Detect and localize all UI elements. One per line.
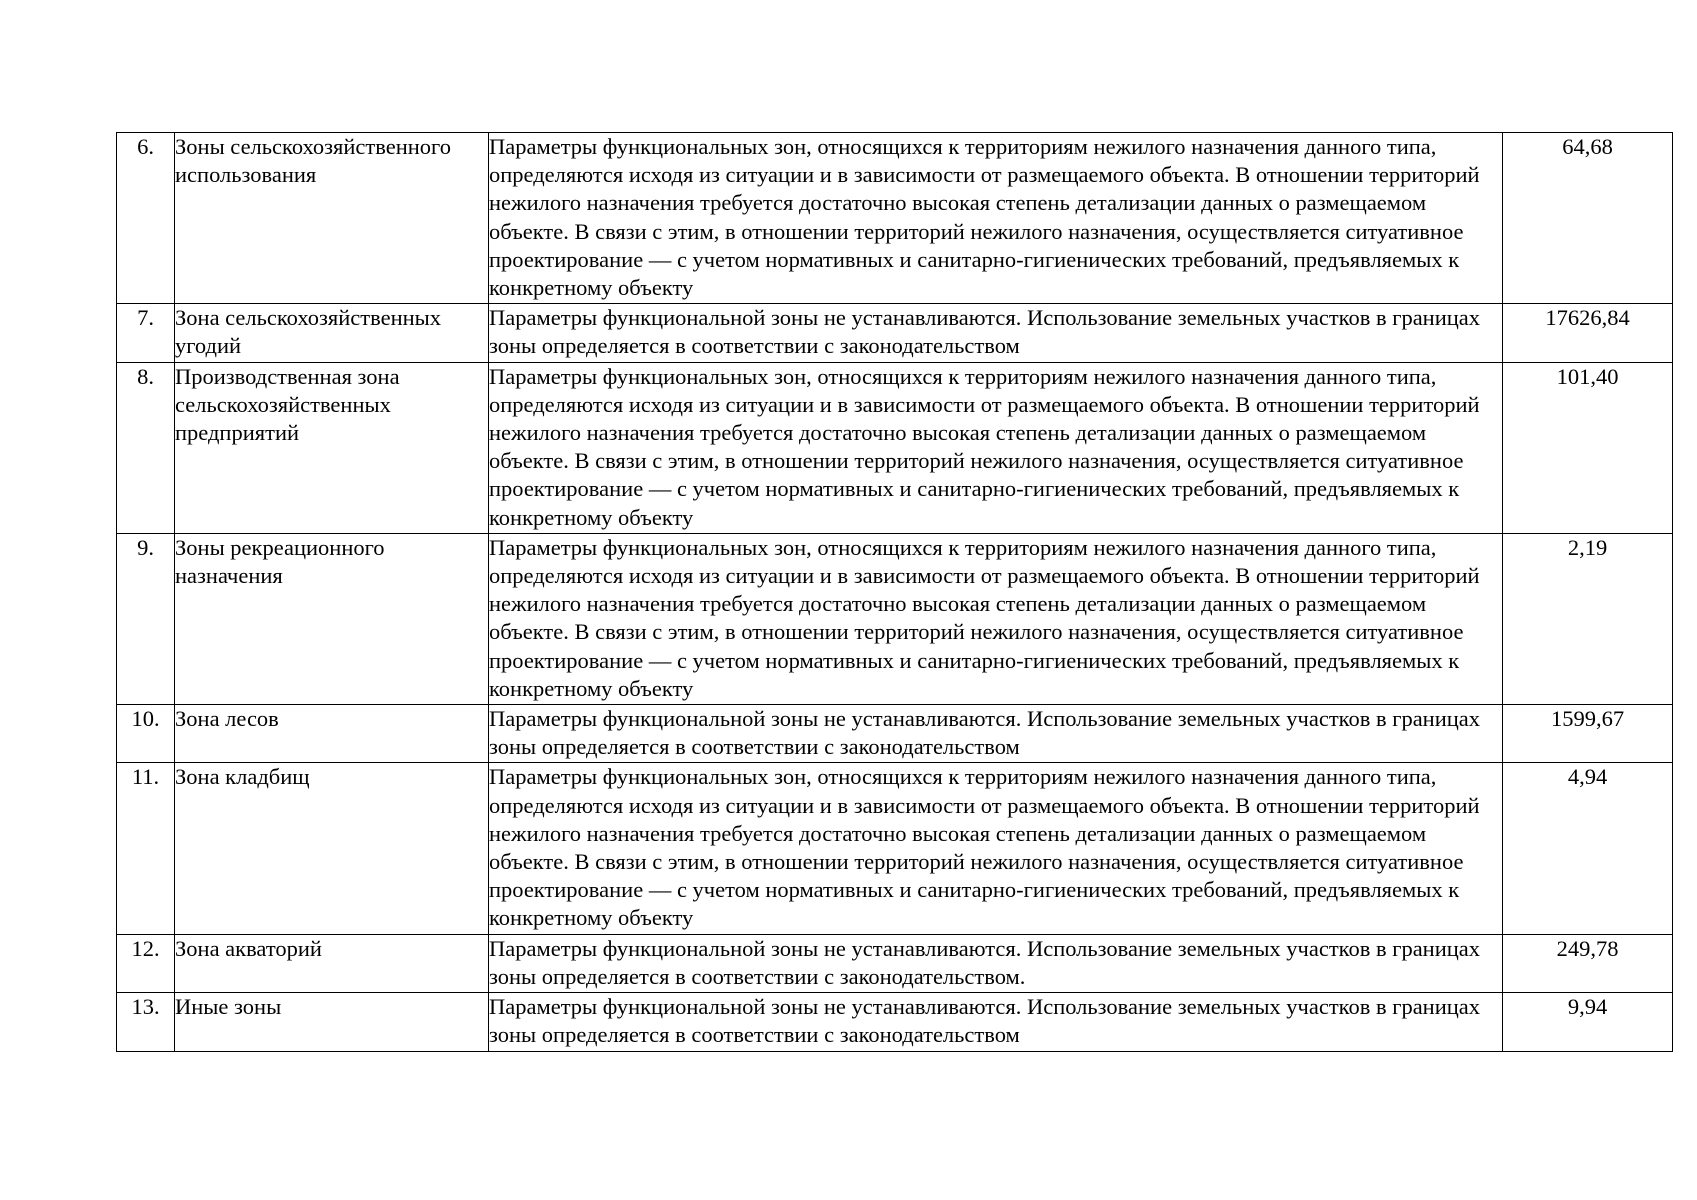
- zone-name: Производственная зона сельскохозяйственных предприятий: [175, 362, 489, 533]
- zone-area: 4,94: [1503, 763, 1673, 934]
- row-number: 8.: [117, 362, 175, 533]
- zone-parameters: Параметры функциональной зоны не устанавливаются. Использование земельных участков в границах зоны определяется в соответствии с законодательством: [489, 304, 1503, 362]
- row-number: 12.: [117, 934, 175, 992]
- zone-area: 64,68: [1503, 133, 1673, 304]
- zone-area: 9,94: [1503, 993, 1673, 1051]
- zone-name: Иные зоны: [175, 993, 489, 1051]
- zone-parameters: Параметры функциональных зон, относящихся к территориям нежилого назначения данного типа, определяются исходя из ситуации и в зависимости от размещаемого объекта. В отношении территорий нежилого назначения требуется достаточно высокая степень детализации данных о размещаемом объекте. В связи с этим, в отношении территорий нежилого назначения, осуществляется ситуативное проектирование — с учетом нормативных и санитарно-гигиенических требований, предъявляемых к конкретному объекту: [489, 362, 1503, 533]
- row-number: 11.: [117, 763, 175, 934]
- table-row: [117, 304, 1673, 362]
- row-number: 10.: [117, 705, 175, 763]
- zone-parameters: Параметры функциональных зон, относящихся к территориям нежилого назначения данного типа, определяются исходя из ситуации и в зависимости от размещаемого объекта. В отношении территорий нежилого назначения требуется достаточно высокая степень детализации данных о размещаемом объекте. В связи с этим, в отношении территорий нежилого назначения, осуществляется ситуативное проектирование — с учетом нормативных и санитарно-гигиенических требований, предъявляемых к конкретному объекту: [489, 763, 1503, 934]
- row-number: 7.: [117, 304, 175, 362]
- zone-area: 2,19: [1503, 533, 1673, 704]
- zone-name: Зона кладбищ: [175, 763, 489, 934]
- zone-area: 1599,67: [1503, 705, 1673, 763]
- zone-area: 249,78: [1503, 934, 1673, 992]
- row-number: 6.: [117, 133, 175, 304]
- table-row: [117, 763, 1673, 934]
- zone-name: Зона акваторий: [175, 934, 489, 992]
- zone-name: Зона лесов: [175, 705, 489, 763]
- zone-parameters: Параметры функциональной зоны не устанавливаются. Использование земельных участков в границах зоны определяется в соответствии с законодательством: [489, 705, 1503, 763]
- table-row: [117, 993, 1673, 1051]
- zone-area: 101,40: [1503, 362, 1673, 533]
- table-row: [117, 533, 1673, 704]
- zone-parameters: Параметры функциональных зон, относящихся к территориям нежилого назначения данного типа, определяются исходя из ситуации и в зависимости от размещаемого объекта. В отношении территорий нежилого назначения требуется достаточно высокая степень детализации данных о размещаемом объекте. В связи с этим, в отношении территорий нежилого назначения, осуществляется ситуативное проектирование — с учетом нормативных и санитарно-гигиенических требований, предъявляемых к конкретному объекту: [489, 133, 1503, 304]
- table-row: [117, 934, 1673, 992]
- table-row: [117, 705, 1673, 763]
- row-number: 9.: [117, 533, 175, 704]
- zone-parameters: Параметры функциональных зон, относящихся к территориям нежилого назначения данного типа, определяются исходя из ситуации и в зависимости от размещаемого объекта. В отношении территорий нежилого назначения требуется достаточно высокая степень детализации данных о размещаемом объекте. В связи с этим, в отношении территорий нежилого назначения, осуществляется ситуативное проектирование — с учетом нормативных и санитарно-гигиенических требований, предъявляемых к конкретному объекту: [489, 533, 1503, 704]
- zone-parameters: Параметры функциональной зоны не устанавливаются. Использование земельных участков в границах зоны определяется в соответствии с законодательством.: [489, 934, 1503, 992]
- zone-name: Зона сельскохозяйственных угодий: [175, 304, 489, 362]
- zone-area: 17626,84: [1503, 304, 1673, 362]
- table-row: [117, 362, 1673, 533]
- zone-name: Зоны рекреационного назначения: [175, 533, 489, 704]
- row-number: 13.: [117, 993, 175, 1051]
- zone-parameters: Параметры функциональной зоны не устанавливаются. Использование земельных участков в границах зоны определяется в соответствии с законодательством: [489, 993, 1503, 1051]
- functional-zones-table: [116, 132, 1673, 1052]
- table-row: [117, 133, 1673, 304]
- zone-name: Зоны сельскохозяйственного использования: [175, 133, 489, 304]
